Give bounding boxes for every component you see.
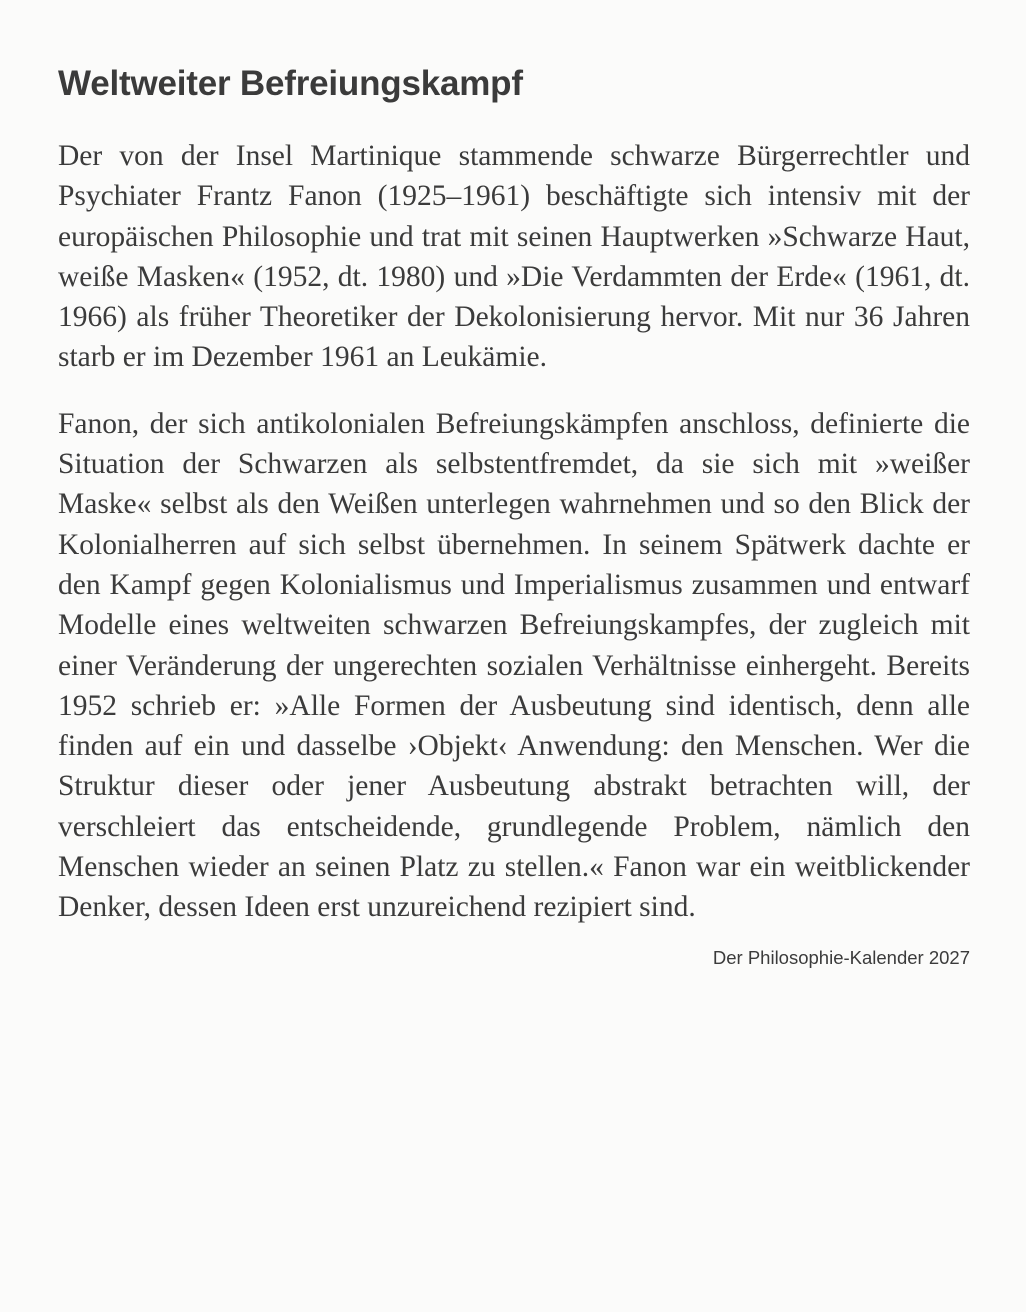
- page-title: Weltweiter Befreiungskampf: [58, 64, 523, 103]
- document-content: [58, 62, 970, 970]
- attribution-line: Der Philosophie-Kalender 2027: [712, 946, 970, 968]
- body-paragraph-1: Der von der Insel Martinique stammende schwarze Bürgerrechtler und Psychiater Frantz Fanon (1925–1961) beschäftigte sich intensiv mit der europäischen Philosophie und trat mit seinen Hauptwerken »Schwarze Haut, weiße Masken« (1952, dt. 1980) und »Die Verdammten der Erde« (1961, dt. 1966) als früher Theoretiker der Dekolonisierung hervor. Mit nur 36 Jahren starb er im Dezember 1961 an Leukämie.: [58, 140, 970, 374]
- body-paragraph-2: Fanon, der sich antikolonialen Befreiungskämpfen anschloss, definierte die Situation der Schwarzen als selbstentfremdet, da sie sich mit »weißer Maske« selbst als den Weißen unterlegen wahrnehmen und so den Blick der Kolonialherren auf sich selbst übernehmen. In seinem Spätwerk dachte er den Kampf gegen Kolonialismus und Imperialismus zusammen und entwarf Modelle eines weltweiten schwarzen Befreiungskampfes, der zugleich mit einer Veränderung der ungerechten sozialen Verhältnisse einhergeht. Bereits 1952 schrieb er: »Alle Formen der Ausbeutung sind identisch, denn alle finden auf ein und dasselbe ›Objekt‹ Anwendung: den Menschen. Wer die Struktur dieser oder jener Ausbeutung abstrakt betrachten will, der verschleiert das entscheidende, grundlegende Problem, nämlich den Menschen wieder an seinen Platz zu stellen.« Fanon war ein weitblickender Denker, dessen Ideen erst unzureichend rezipiert sind.: [58, 407, 970, 924]
